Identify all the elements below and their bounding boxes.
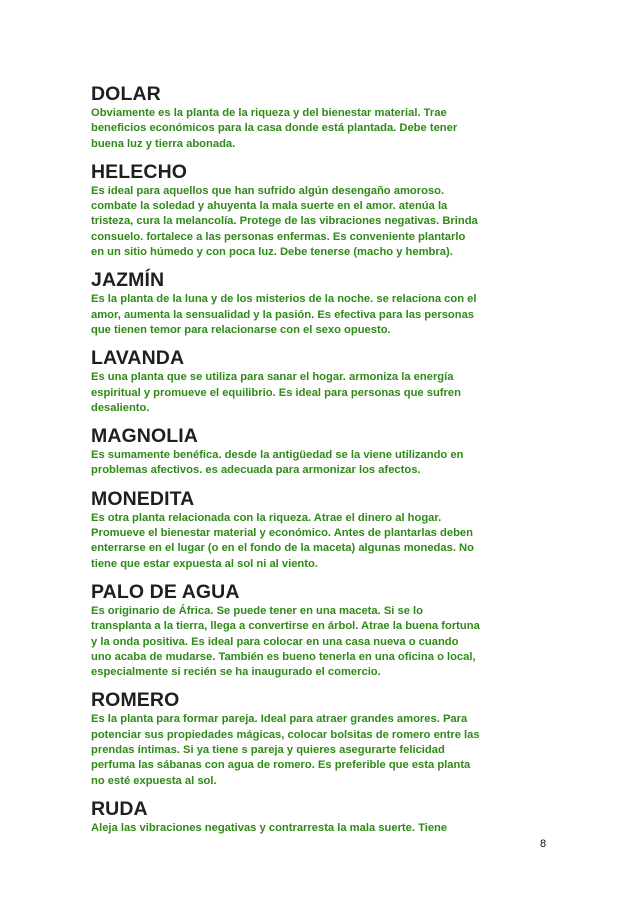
entry-helecho (91, 160, 511, 260)
entry-text: Es la planta de la luna y de los misterios de la noche. se relaciona con el amor, aumenta la sensualidad y la pasión. Es efectiva para las personas que tienen temor para relacionarse con el sexo opuesto. (91, 293, 477, 336)
entry-text: Obviamente es la planta de la riqueza y del bienestar material. Trae beneficios económicos para la casa donde está plantada. Debe tener buena luz y tierra abonada. (91, 107, 458, 150)
entry-text: Es sumamente benéfica. desde la antigüedad se la viene utilizando en problemas afectivos. es adecuada para armonizar los afectos. (91, 449, 464, 477)
entry-title: PALO DE AGUA (91, 580, 240, 603)
entry-magnolia (91, 424, 511, 479)
entry-text: Es ideal para aquellos que han sufrido algún desengaño amoroso. combate la soledad y ahuyenta la mala suerte en el amor. atenúa la tristeza, cura la melancolía. Protege de las vibraciones negativas. Brinda consuelo. fortalece a las personas enfermas. Es conveniente plantarlo en un sitio húmedo y con poca luz. Debe tenerse (macho y hembra). (91, 184, 478, 259)
entry-title: JAZMÍN (91, 269, 165, 292)
page-number: 8 (540, 838, 547, 850)
entry-title: LAVANDA (91, 347, 185, 370)
entry-jazmin (91, 268, 511, 338)
entry-palo-de-agua (91, 580, 511, 680)
document-page (91, 82, 511, 836)
entry-monedita (91, 487, 511, 572)
entry-text: Aleja las vibraciones negativas y contrarresta la mala suerte. Tiene (91, 821, 448, 834)
entry-ruda (91, 797, 511, 836)
entry-lavanda (91, 346, 511, 416)
entry-text: Es otra planta relacionada con la riqueza. Atrae el dinero al hogar. Promueve el bienestar material y económico. Antes de plantarlas deben enterrarse en el lugar (o en el fondo de la maceta) algunas monedas. No tiene que estar expuesta al sol ni al viento. (91, 511, 474, 570)
entry-text: Es la planta para formar pareja. Ideal para atraer grandes amores. Para potenciar sus propiedades mágicas, colocar bolsitas de romero entre las prendas íntimas. Si ya tiene s pareja y quieres asegurarte felicidad perfuma las sábanas con agua de romero. Es preferible que esta planta no esté expuesta al sol. (91, 713, 480, 787)
entry-title: RUDA (91, 797, 148, 820)
entry-title: HELECHO (91, 160, 188, 183)
entry-title: MONEDITA (91, 487, 195, 510)
entry-title: DOLAR (91, 83, 161, 105)
entry-title: ROMERO (91, 689, 180, 712)
entry-dolar (91, 82, 511, 152)
entry-romero (91, 688, 511, 788)
entry-text: Es una planta que se utiliza para sanar el hogar. armoniza la energía espiritual y promueve el equilibrio. Es ideal para personas que sufren desaliento. (91, 371, 461, 414)
entry-text: Es originario de África. Se puede tener en una maceta. Si se lo transplanta a la tierra, llega a convertirse en árbol. Atrae la buena fortuna y la onda positiva. Es ideal para colocar en una casa nueva o cuando uno acaba de mudarse. También es bueno tenerla en una oficina o local, especialmente si recién se ha inaugurado el comercio. (91, 604, 480, 679)
entry-title: MAGNOLIA (91, 425, 198, 448)
